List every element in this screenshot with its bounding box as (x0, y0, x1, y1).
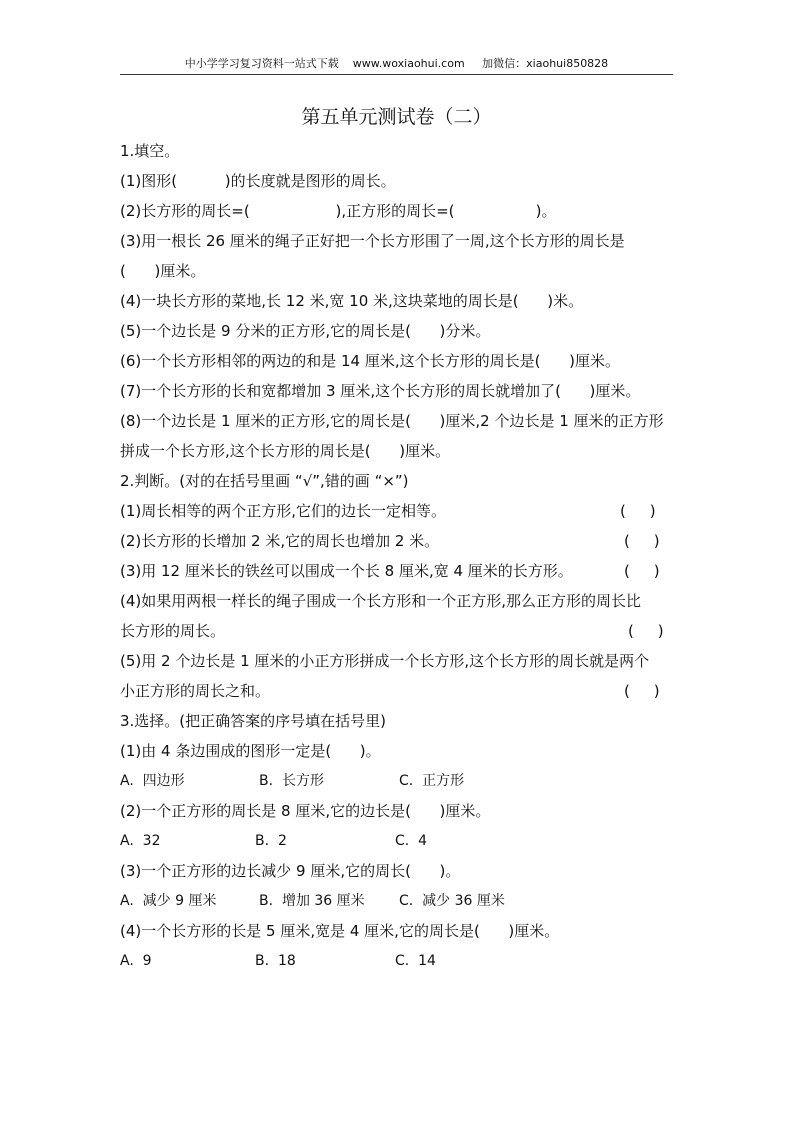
choice-q4-option-c: C. 14 (395, 953, 436, 969)
fill-q7: (7)一个长方形的长和宽都增加 3 厘米,这个长方形的周长就增加了( )厘米。 (120, 382, 641, 400)
judge-q4-line1: (4)如果用两根一样长的绳子围成一个长方形和一个正方形,那么正方形的周长比 (120, 592, 642, 610)
choice-q3-option-c: C. 减少 36 厘米 (399, 893, 505, 909)
fill-q3-line1: (3)用一根长 26 厘米的绳子正好把一个长方形围了一周,这个长方形的周长是 (120, 232, 625, 250)
judge-q5-paren: ( ) (624, 682, 660, 700)
choice-q3: (3)一个正方形的边长减少 9 厘米,它的周长( )。 (120, 862, 461, 880)
choice-q1-option-b: B. 长方形 (259, 773, 324, 789)
choice-q1-option-a: A. 四边形 (120, 773, 185, 789)
judge-q3-paren: ( ) (624, 562, 660, 580)
fill-q6: (6)一个长方形相邻的两边的和是 14 厘米,这个长方形的周长是( )厘米。 (120, 352, 620, 370)
fill-q3-line2: ( )厘米。 (120, 262, 206, 280)
fill-q8-line1: (8)一个边长是 1 厘米的正方形,它的周长是( )厘米,2 个边长是 1 厘米的正方形 (120, 412, 664, 430)
choice-q2-option-a: A. 32 (120, 833, 161, 849)
judge-q3: (3)用 12 厘米长的铁丝可以围成一个长 8 厘米,宽 4 厘米的长方形。 (120, 562, 573, 580)
section2-heading: 2.判断。(对的在括号里画 “√”,错的画 “×”) (120, 472, 409, 490)
page-title: 第五单元测试卷（二） (301, 106, 492, 128)
choice-q4-option-a: A. 9 (120, 953, 152, 969)
choice-q2: (2)一个正方形的周长是 8 厘米,它的边长是( )厘米。 (120, 802, 491, 820)
section3-heading: 3.选择。(把正确答案的序号填在括号里) (120, 712, 387, 730)
page-header: 中小学学习复习资料一站式下载 www.woxiaohui.com 加微信：xiaohui850828 (120, 56, 673, 75)
choice-q4: (4)一个长方形的长是 5 厘米,宽是 4 厘米,它的周长是( )厘米。 (120, 922, 560, 940)
choice-q1: (1)由 4 条边围成的图形一定是( )。 (120, 742, 381, 760)
judge-q2-paren: ( ) (624, 532, 660, 550)
judge-q4-line2: 长方形的周长。 (120, 622, 226, 640)
judge-q1: (1)周长相等的两个正方形,它们的边长一定相等。 (120, 502, 447, 520)
choice-q3-option-a: A. 减少 9 厘米 (120, 893, 217, 909)
fill-q4: (4)一块长方形的菜地,长 12 米,宽 10 米,这块菜地的周长是( )米。 (120, 292, 584, 310)
choice-q3-option-b: B. 增加 36 厘米 (259, 893, 365, 909)
choice-q1-option-c: C. 正方形 (399, 773, 465, 789)
judge-q5-line2: 小正方形的周长之和。 (120, 682, 271, 700)
choice-q4-option-b: B. 18 (255, 953, 296, 969)
choice-q2-option-b: B. 2 (255, 833, 287, 849)
fill-q2: (2)长方形的周长=( ),正方形的周长=( )。 (120, 202, 557, 220)
section1-heading: 1.填空。 (120, 142, 180, 160)
judge-q1-paren: ( ) (620, 502, 656, 520)
judge-q2: (2)长方形的长增加 2 米,它的周长也增加 2 米。 (120, 532, 440, 550)
fill-q8-line2: 拼成一个长方形,这个长方形的周长是( )厘米。 (120, 442, 451, 460)
judge-q4-paren: ( ) (628, 622, 664, 640)
choice-q2-option-c: C. 4 (395, 833, 428, 849)
fill-q1: (1)图形( )的长度就是图形的周长。 (120, 172, 396, 190)
fill-q5: (5)一个边长是 9 分米的正方形,它的周长是( )分米。 (120, 322, 491, 340)
judge-q5-line1: (5)用 2 个边长是 1 厘米的小正方形拼成一个长方形,这个长方形的周长就是两个 (120, 652, 650, 670)
